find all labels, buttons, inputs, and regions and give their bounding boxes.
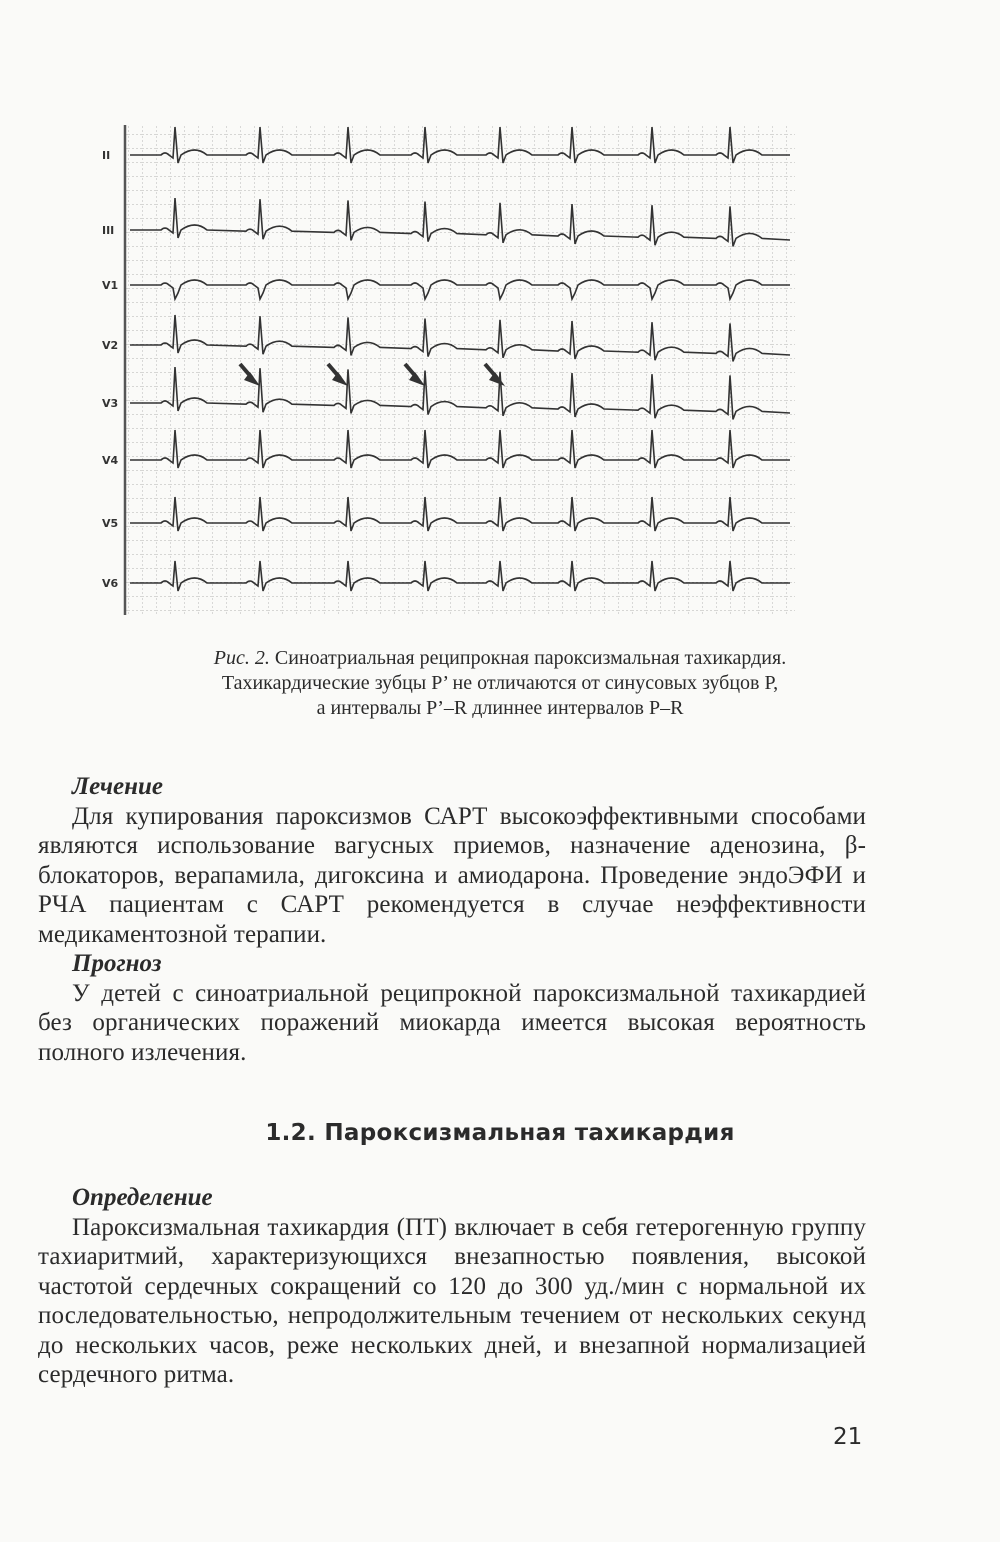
treatment-heading: Лечение <box>72 773 164 800</box>
definition-text: Пароксизмальная тахикардия (ПТ) включает в себя гетерогенную группу тахиаритмий, характеризующихся внезапностью появления, высокой частотой сердечных сокращений со 120 до 300 уд./мин с нормальной их последовательностью, непродолжительным течением от нескольких секунд до нескольких часов, реже нескольких дней, и внезапной нормализацией сердечного ритма. <box>38 1213 866 1388</box>
caption-line-3: а интервалы Р’–R длиннее интервалов Р–R <box>316 697 684 719</box>
section-title: 1.2. Пароксизмальная тахикардия <box>265 1120 735 1146</box>
caption-line-2: Тахикардические зубцы Р’ не отличаются от синусовых зубцов Р, <box>221 672 779 694</box>
prognosis-section <box>38 949 866 1067</box>
page-number: 21 <box>833 1424 863 1450</box>
prognosis-heading: Прогноз <box>72 950 162 977</box>
ecg-grid <box>125 125 795 615</box>
caption-label: Рис. 2. <box>213 647 270 669</box>
treatment-text: Для купирования пароксизмов САРТ высокоэффективными способами являются использование вагусных приемов, назначение аденозина, β-блокаторов, верапамила, дигоксина и амиодарона. Проведение эндоЭФИ и РЧА пациентам с САРТ рекомендуется в случае неэффективности медикаментозной терапии. <box>38 802 866 948</box>
lead-label-v1: V1 <box>102 279 119 292</box>
lead-label-v5: V5 <box>102 517 119 530</box>
lead-label-v3: V3 <box>102 397 119 410</box>
definition-heading: Определение <box>72 1184 213 1211</box>
definition-section <box>38 1183 866 1390</box>
caption-line-1: Синоатриальная реципрокная пароксизмальная тахикардия. <box>274 647 787 669</box>
lead-label-v6: V6 <box>102 577 119 590</box>
treatment-section <box>38 772 866 949</box>
lead-label-iii: III <box>102 224 115 237</box>
figure-caption <box>60 646 940 721</box>
lead-label-ii: II <box>102 149 111 162</box>
prognosis-text: У детей с синоатриальной реципрокной пароксизмальной тахикардией без органических поражений миокарда имеется высокая вероятность полного излечения. <box>38 979 866 1066</box>
lead-label-v4: V4 <box>102 454 119 467</box>
lead-label-v2: V2 <box>102 339 119 352</box>
ecg-figure <box>100 120 800 620</box>
